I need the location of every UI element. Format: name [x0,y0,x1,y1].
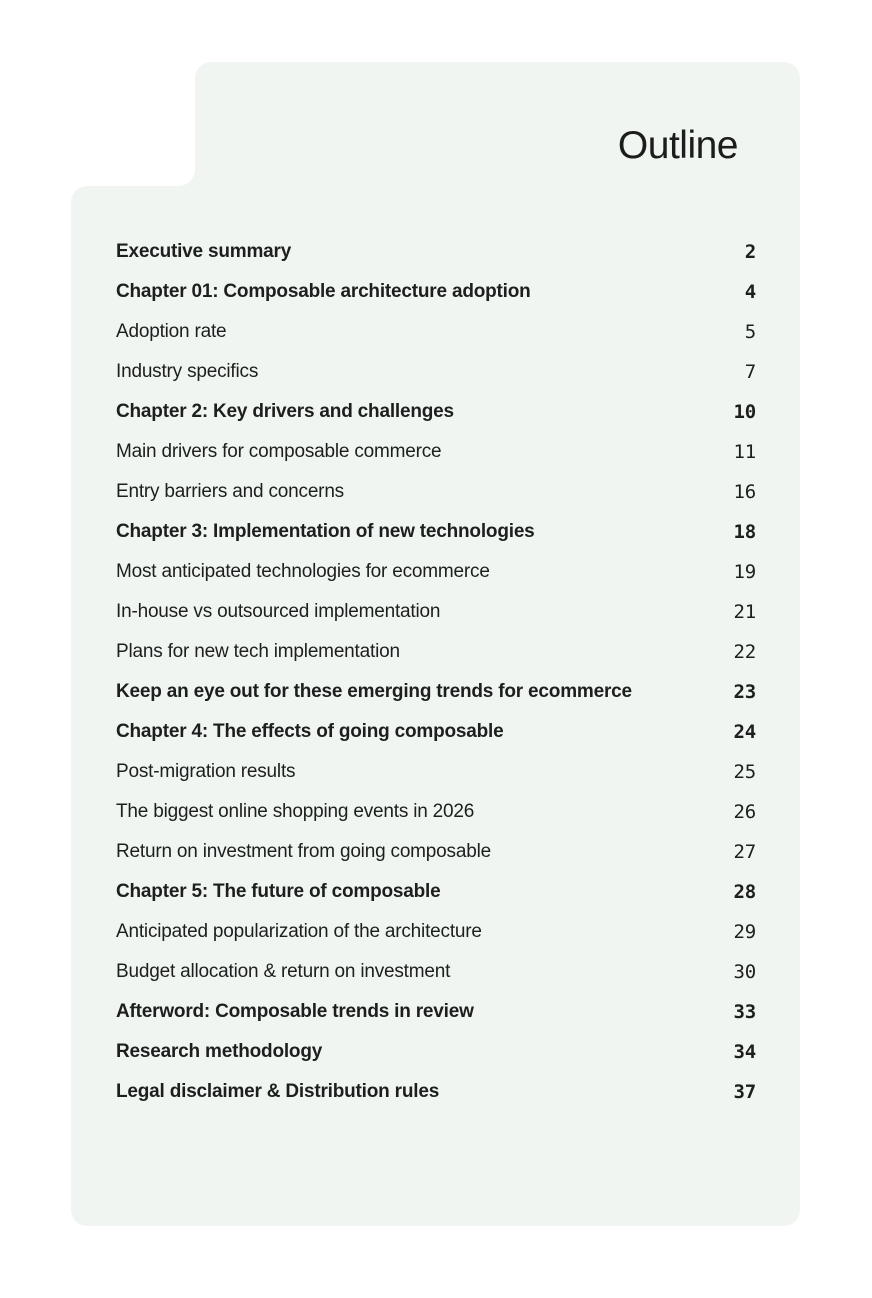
toc-entry-title: The biggest online shopping events in 2026 [116,801,475,822]
toc-section-entry[interactable] [116,752,756,792]
toc-section-entry[interactable] [116,832,756,872]
toc-section-entry[interactable] [116,912,756,952]
toc-section-entry[interactable] [116,472,756,512]
toc-page-number: 34 [733,1041,756,1063]
toc-page-number: 33 [733,1001,756,1023]
toc-chapter-entry[interactable] [116,1032,756,1072]
toc-page-number: 22 [733,641,756,663]
toc-page-number: 27 [733,841,756,863]
toc-page-number: 18 [733,521,756,543]
toc-page-number: 30 [733,961,756,983]
toc-section-entry[interactable] [116,792,756,832]
toc-page-number: 24 [733,721,756,743]
toc-entry-title: Keep an eye out for these emerging trends for ecommerce [116,681,632,702]
toc-section-entry[interactable] [116,632,756,672]
toc-chapter-entry[interactable] [116,672,756,712]
toc-entry-title: Chapter 3: Implementation of new technologies [116,521,535,542]
toc-page-number: 23 [733,681,756,703]
toc-entry-title: Return on investment from going composable [116,841,491,862]
toc-entry-title: Budget allocation & return on investment [116,961,451,982]
toc-section-entry[interactable] [116,352,756,392]
toc-entry-title: Entry barriers and concerns [116,481,344,502]
toc-chapter-entry[interactable] [116,512,756,552]
toc-entry-title: Chapter 5: The future of composable [116,881,441,902]
toc-section-entry[interactable] [116,552,756,592]
toc-entry-title: Plans for new tech implementation [116,641,400,662]
toc-entry-title: Anticipated popularization of the architecture [116,921,482,942]
toc-chapter-entry[interactable] [116,392,756,432]
toc-page-number: 16 [733,481,756,503]
toc-page-number: 11 [733,441,756,463]
toc-section-entry[interactable] [116,312,756,352]
toc-entry-title: Legal disclaimer & Distribution rules [116,1081,440,1102]
toc-page-number: 7 [744,361,756,383]
toc-chapter-entry[interactable] [116,992,756,1032]
toc-page-number: 19 [733,561,756,583]
toc-entry-title: Executive summary [116,241,292,262]
toc-page-number: 29 [733,921,756,943]
toc-section-entry[interactable] [116,432,756,472]
toc-entry-title: In-house vs outsourced implementation [116,601,441,622]
toc-entry-title: Chapter 4: The effects of going composable [116,721,504,742]
toc-page-number: 21 [733,601,756,623]
toc-entry-title: Afterword: Composable trends in review [116,1001,474,1022]
toc-chapter-entry[interactable] [116,1072,756,1112]
toc-section-entry[interactable] [116,952,756,992]
toc-entry-title: Chapter 2: Key drivers and challenges [116,401,454,422]
toc-entry-title: Chapter 01: Composable architecture adoption [116,281,531,302]
toc-page-number: 4 [744,281,756,303]
toc-page-number: 2 [744,241,756,263]
toc-section-entry[interactable] [116,592,756,632]
toc-chapter-entry[interactable] [116,232,756,272]
toc-page-number: 10 [733,401,756,423]
page-title: Outline [617,124,738,167]
table-of-contents [116,232,756,1112]
panel-notch [179,170,195,186]
toc-entry-title: Most anticipated technologies for ecommerce [116,561,490,582]
toc-page-number: 26 [733,801,756,823]
toc-entry-title: Post-migration results [116,761,296,782]
toc-entry-title: Adoption rate [116,321,227,342]
toc-page-number: 25 [733,761,756,783]
toc-chapter-entry[interactable] [116,272,756,312]
toc-entry-title: Research methodology [116,1041,323,1062]
toc-chapter-entry[interactable] [116,712,756,752]
toc-entry-title: Industry specifics [116,361,259,382]
toc-page-number: 37 [733,1081,756,1103]
toc-page-number: 5 [744,321,756,343]
toc-page-number: 28 [733,881,756,903]
toc-entry-title: Main drivers for composable commerce [116,441,442,462]
toc-chapter-entry[interactable] [116,872,756,912]
